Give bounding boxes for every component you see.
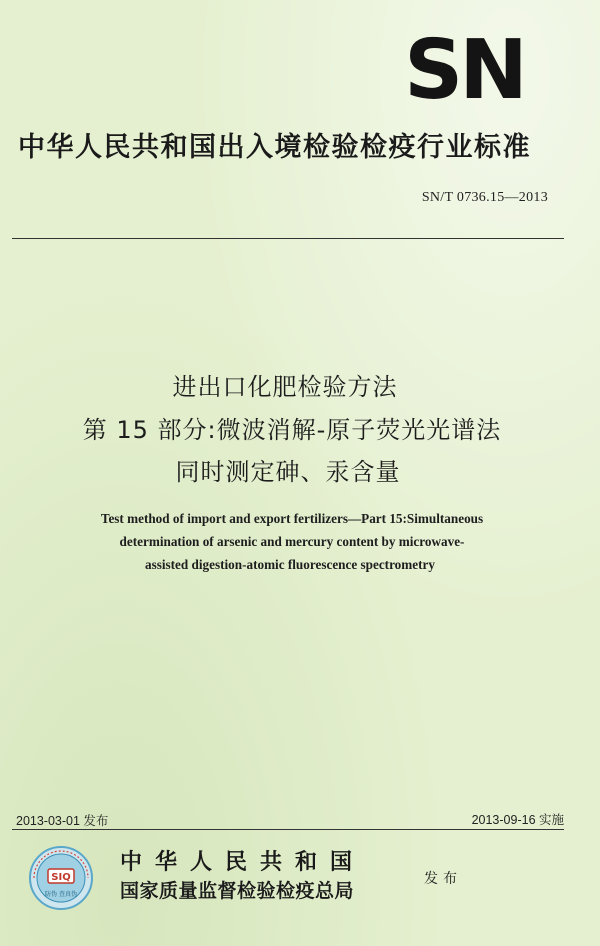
footer-divider: [12, 829, 564, 830]
implementation-date: 2013-09-16 实施: [471, 813, 564, 827]
title-cn-line-2: 第 15 部分:微波消解-原子荧光光谱法: [82, 416, 502, 444]
publisher-agency: 国家质量监督检验检疫总局: [120, 880, 355, 902]
title-en-line-3: assisted digestion-atomic fluorescence spectrometry: [145, 557, 435, 572]
issue-date: 2013-03-01 发布: [16, 814, 109, 828]
sn-logo: [396, 30, 532, 104]
header-divider: [12, 238, 564, 239]
publisher-country: 中华人民共和国: [120, 849, 366, 875]
title-cn-line-1: 进出口化肥检验方法: [172, 373, 398, 401]
seal-text: 防伪 查真伪: [45, 891, 77, 898]
sn-logo-text: SN: [404, 30, 524, 104]
publish-label: 发布: [424, 871, 462, 887]
standard-number: SN/T 0736.15—2013: [421, 190, 548, 205]
title-en-line-2: determination of arsenic and mercury content by microwave-: [119, 534, 465, 549]
publisher-seal-icon: [28, 845, 94, 911]
issuing-body-title: 中华人民共和国出入境检验检疫行业标准: [18, 132, 531, 163]
title-en-line-1: Test method of import and export fertilizers—Part 15:Simultaneous: [100, 511, 484, 526]
title-cn-line-3: 同时测定砷、汞含量: [175, 458, 401, 486]
svg-text:SIQ: SIQ: [51, 872, 71, 883]
